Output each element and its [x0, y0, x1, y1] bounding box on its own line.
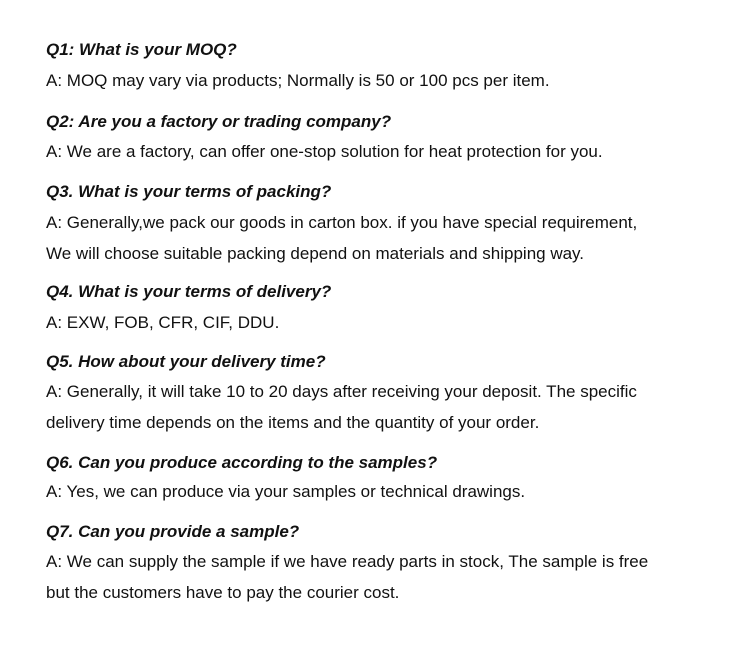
faq-answer-3-line-2: We will choose suitable packing depend on materials and shipping way. — [46, 244, 585, 263]
faq-answer-4-line-1: A: EXW, FOB, CFR, CIF, DDU. — [46, 313, 280, 332]
faq-answer-7-line-2: but the customers have to pay the courier cost. — [46, 583, 400, 602]
faq-question-1: Q1: What is your MOQ? — [46, 40, 237, 59]
faq-answer-5-line-2: delivery time depends on the items and the quantity of your order. — [46, 413, 540, 432]
faq-answer-3-line-1: A: Generally,we pack our goods in carton box. if you have special requirement, — [46, 213, 638, 232]
faq-question-4: Q4. What is your terms of delivery? — [46, 282, 332, 301]
faq-question-2: Q2: Are you a factory or trading company? — [46, 112, 392, 131]
faq-answer-5-line-1: A: Generally, it will take 10 to 20 days after receiving your deposit. The specific — [46, 382, 637, 401]
faq-answer-6-line-1: A: Yes, we can produce via your samples or technical drawings. — [46, 482, 526, 501]
faq-question-7: Q7. Can you provide a sample? — [46, 522, 300, 541]
faq-question-5: Q5. How about your delivery time? — [46, 352, 326, 371]
faq-question-3: Q3. What is your terms of packing? — [46, 182, 332, 201]
faq-question-6: Q6. Can you produce according to the samples? — [46, 453, 438, 472]
faq-answer-2-line-1: A: We are a factory, can offer one-stop solution for heat protection for you. — [46, 142, 603, 161]
faq-answer-7-line-1: A: We can supply the sample if we have ready parts in stock, The sample is free — [46, 552, 649, 571]
faq-answer-1-line-1: A: MOQ may vary via products; Normally is 50 or 100 pcs per item. — [46, 71, 550, 90]
